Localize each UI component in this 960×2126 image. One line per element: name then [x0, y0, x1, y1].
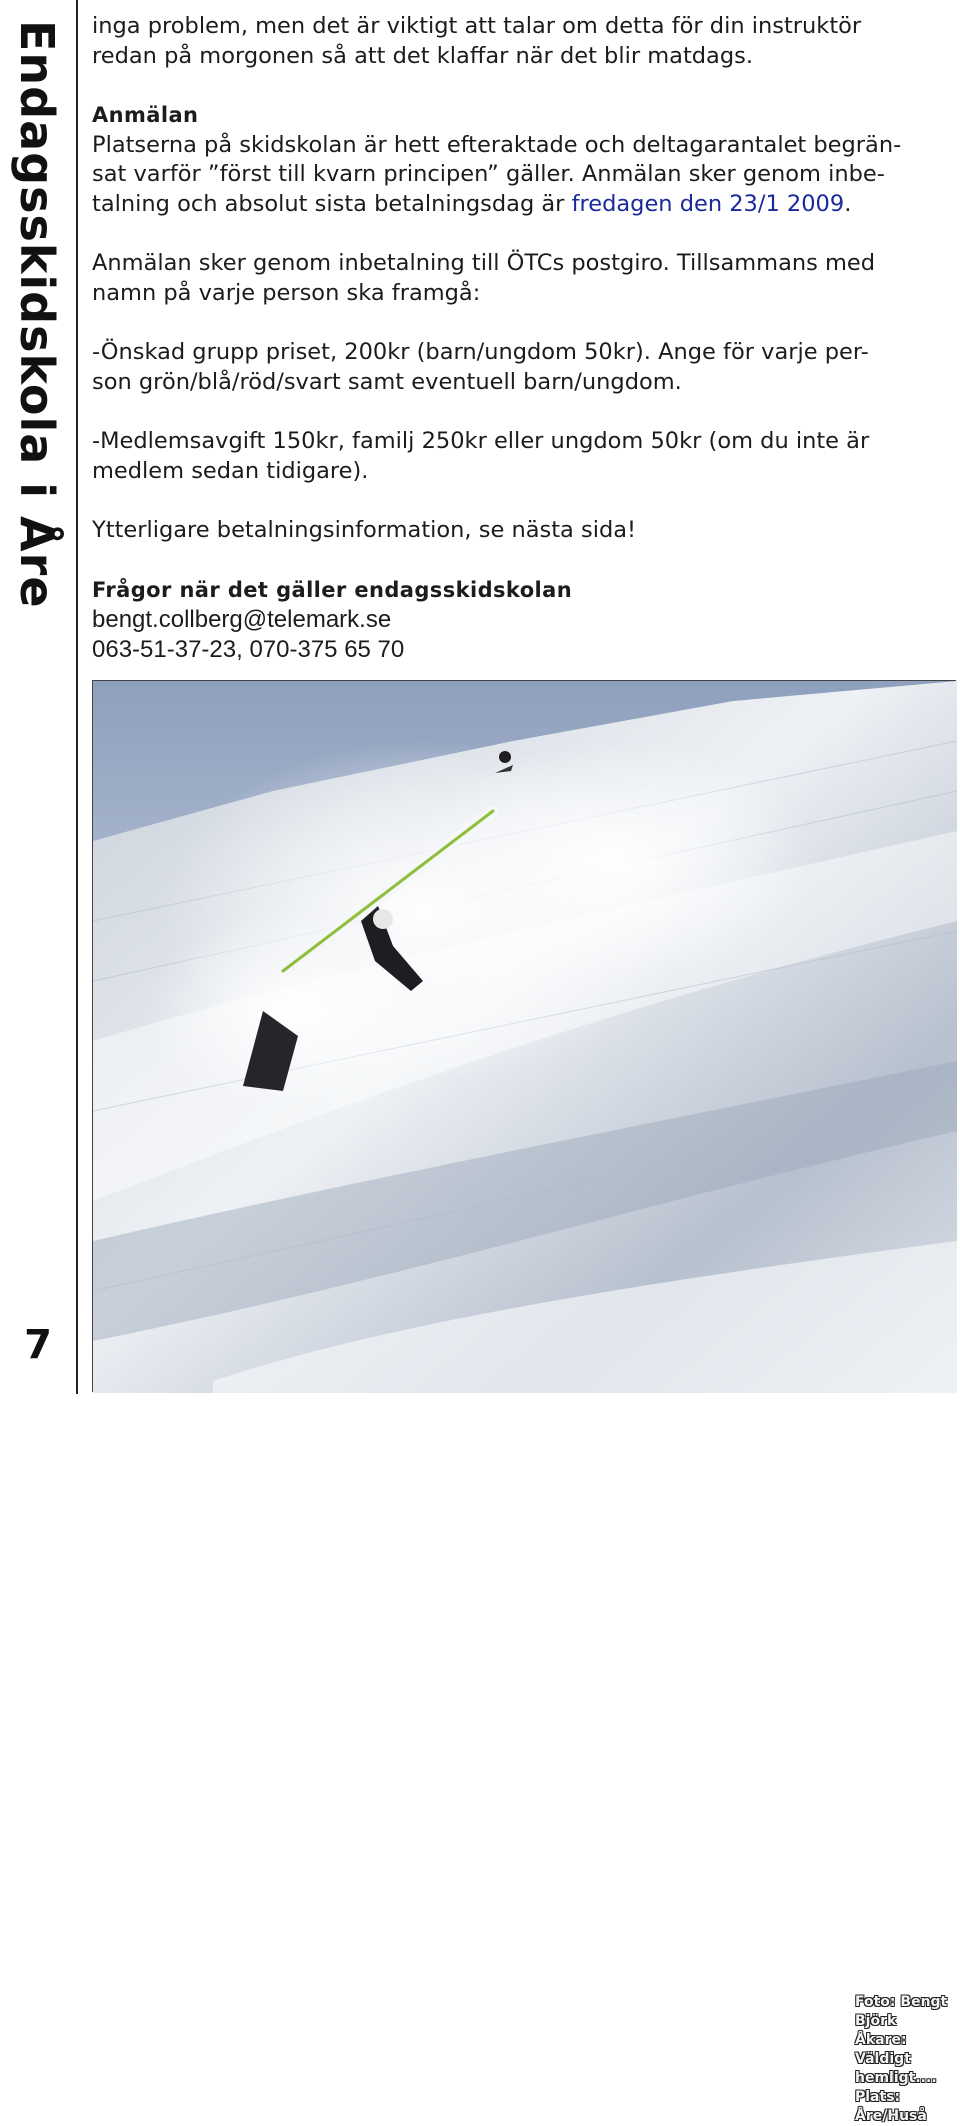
paragraph-line: medlem sedan tidigare).: [92, 457, 369, 484]
main-content: [92, 12, 956, 664]
deadline-date: fredagen den 23/1 2009: [571, 190, 845, 217]
section-heading-contact: Frågor när det gäller endagsskidskolan: [92, 577, 573, 602]
contact-email[interactable]: bengt.collberg@telemark.se: [92, 606, 392, 633]
paragraph-line: son grön/blå/röd/svart samt eventuell barn/ungdom.: [92, 368, 682, 395]
sidebar: [0, 0, 78, 1394]
intro-line: redan på morgonen så att det klaffar när det blir matdags.: [92, 42, 754, 69]
contact-phones: 063-51-37-23, 070-375 65 70: [92, 635, 405, 663]
intro-line: inga problem, men det är viktigt att talar om detta för din instruktör: [92, 13, 862, 39]
sidebar-title: Endagsskidskola i Åre: [10, 20, 64, 609]
ski-photo-illustration: [93, 681, 957, 1393]
photo-caption: Foto: Bengt Björk Åkare: Väldigt hemligt.... Plats: Åre/Huså: [855, 1994, 948, 2124]
paragraph-line: -Medlemsavgift 150kr, familj 250kr eller ungdom 50kr (om du inte är: [92, 428, 870, 454]
paragraph-line: talning och absolut sista betalningsdag är fredagen den 23/1 2009.: [92, 190, 852, 217]
paragraph-line: sat varför ”först till kvarn principen” gäller. Anmälan sker genom inbe-: [92, 161, 885, 187]
page-number: 7: [24, 1322, 52, 1368]
paragraph-line: namn på varje person ska framgå:: [92, 279, 481, 306]
paragraph-line: Anmälan sker genom inbetalning till ÖTCs postgiro. Tillsammans med: [92, 250, 876, 276]
section-heading-anmalan: Anmälan: [92, 103, 199, 127]
paragraph-line: Platserna på skidskolan är hett efteraktade och deltagarantalet begrän-: [92, 131, 902, 158]
paragraph-line: Ytterligare betalningsinformation, se nästa sida!: [92, 517, 637, 543]
ski-photo: [92, 680, 956, 2124]
paragraph-line: -Önskad grupp priset, 200kr (barn/ungdom 50kr). Ange för varje per-: [92, 339, 869, 365]
